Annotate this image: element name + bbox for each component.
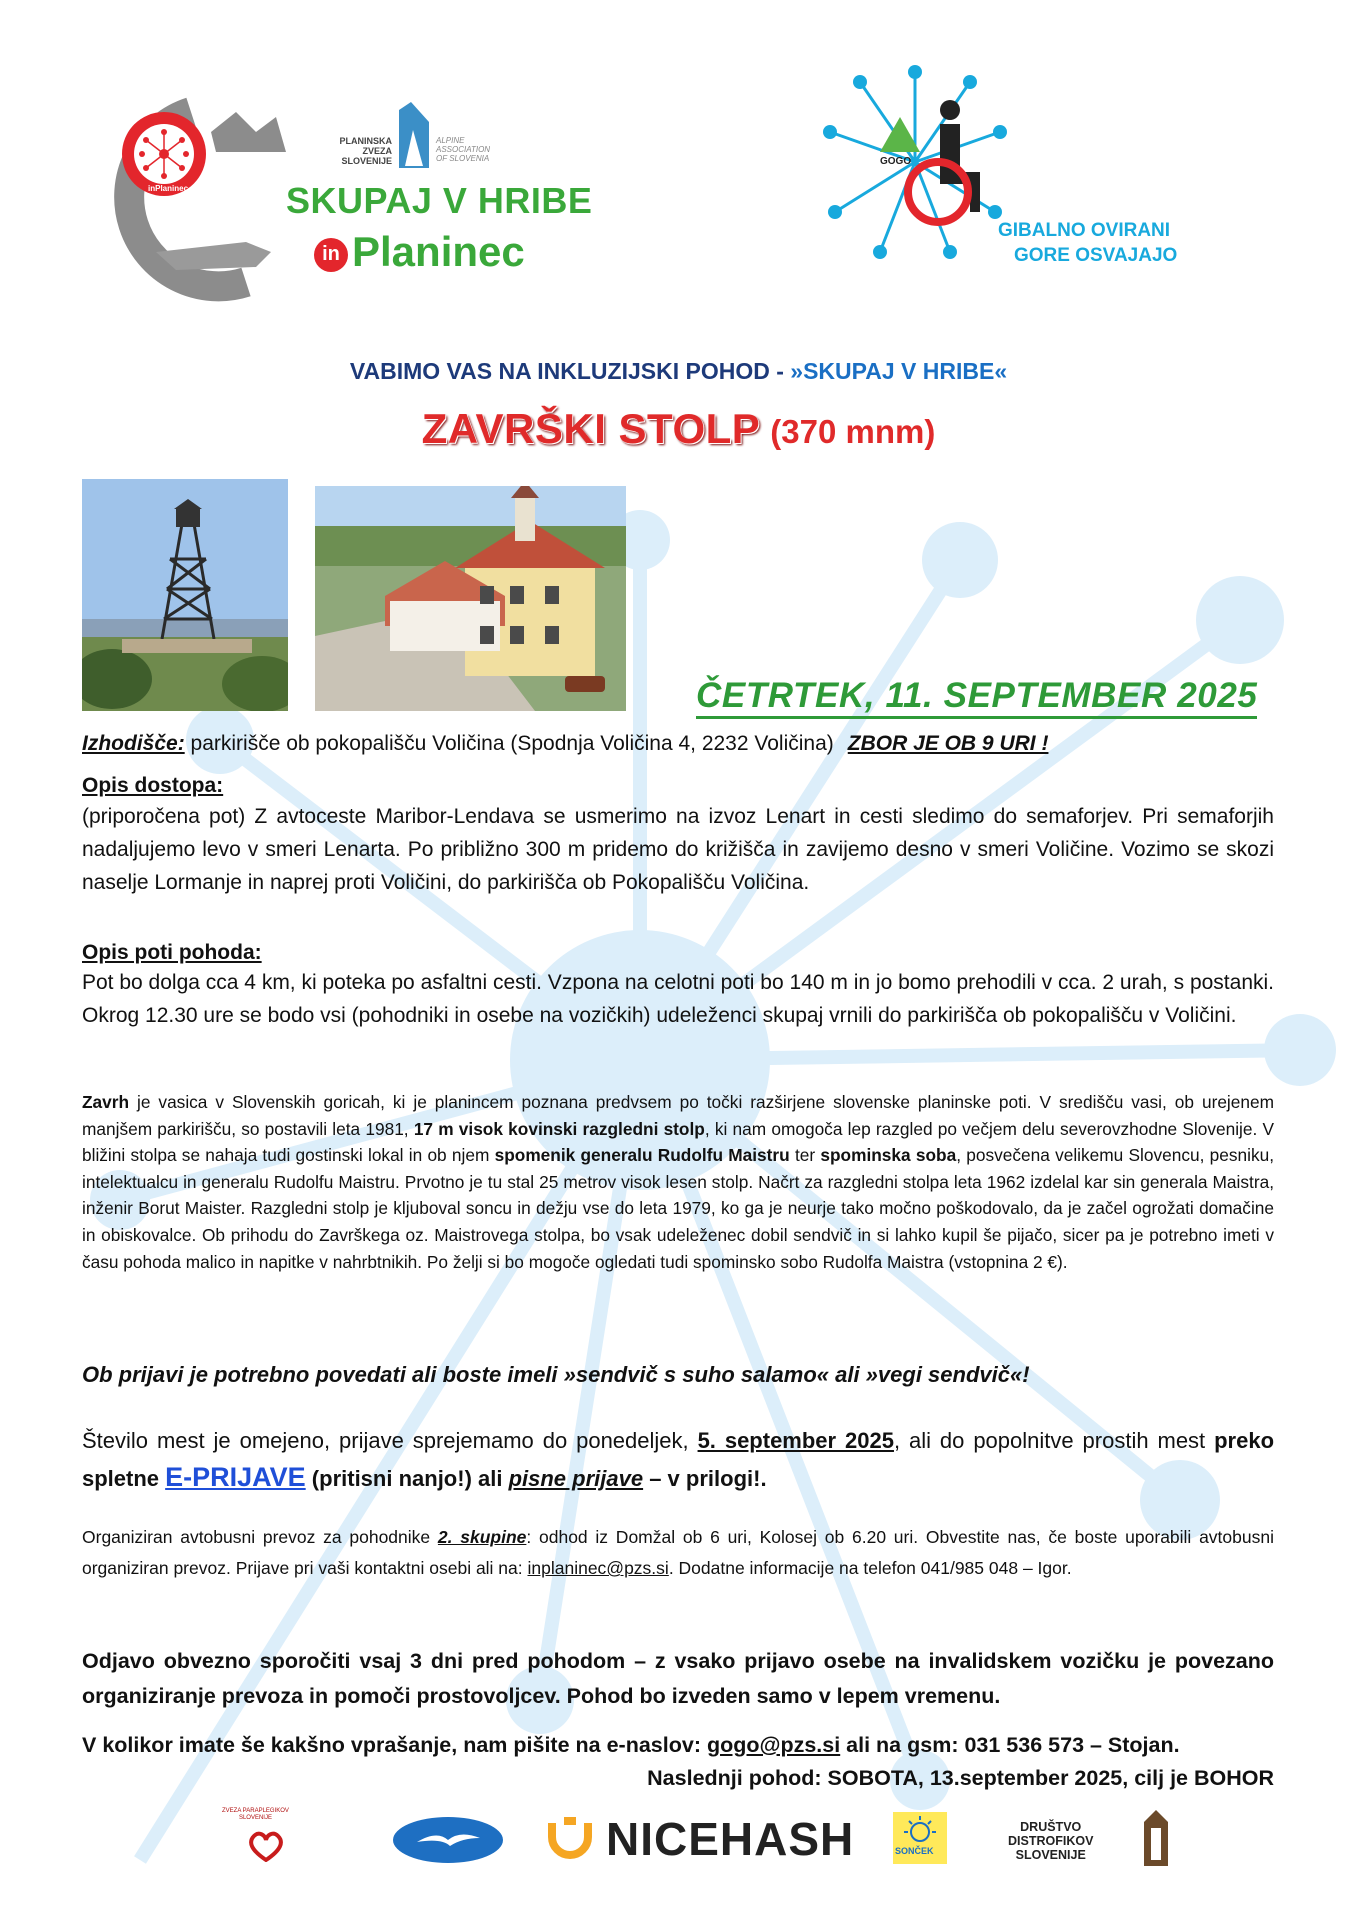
e-prijave-link[interactable]: E-PRIJAVE bbox=[165, 1462, 306, 1492]
signup-text-2: , ali do popolnitve prostih mest bbox=[893, 1428, 1215, 1453]
about-bold-1: Zavrh bbox=[82, 1092, 130, 1112]
zps-heart-icon bbox=[246, 1830, 286, 1862]
access-title: Opis dostopa: bbox=[82, 774, 224, 797]
house-photo bbox=[315, 486, 626, 711]
dmd-line-2: DISTROFIKOV bbox=[1008, 1834, 1094, 1848]
alpine-line-1: ALPINE bbox=[436, 136, 465, 145]
start-point bbox=[82, 727, 1282, 760]
start-place: parkirišče ob pokopališču Voličina (Spodnja Voličina 4, 2232 Voličina) bbox=[184, 732, 834, 755]
contact-text-1: V kolikor imate še kakšno vprašanje, nam pišite na e-naslov: bbox=[82, 1733, 707, 1757]
bus-text-1: Organiziran avtobusni prevoz za pohodnike bbox=[82, 1527, 438, 1547]
meeting-time: ZBOR JE OB 9 URI ! bbox=[847, 732, 1049, 755]
written-signup-link[interactable]: pisne prijave bbox=[508, 1466, 644, 1491]
gogo-line-2: GORE OSVAJAJO bbox=[1014, 245, 1178, 266]
peak-heading bbox=[0, 405, 1357, 453]
pzs-line-2: ZVEZA bbox=[362, 146, 392, 156]
about-zavrh bbox=[82, 1089, 1274, 1275]
brand-in-badge: in bbox=[314, 238, 348, 272]
invitation-prefix: VABIMO VAS NA INKLUZIJSKI POHOD - bbox=[349, 358, 791, 384]
nicehash-logo: NICEHASH bbox=[606, 1813, 855, 1865]
access-text: (priporočena pot) Z avtoceste Maribor-Lendava se usmerimo na izvoz Lenart in cesti sledimo do semaforjev. Pri semaforjih nadaljujemo levo v smeri Lenarta. Po približno 300 m pridemo do križišča in zavijemo desno v smeri Voličine. Vozimo se skozi naselje Lormanje in naprej proti Voličini, do parkirišča ob Pokopališču Voličina. bbox=[82, 805, 1274, 894]
bus-text-2: : odhod iz Domžal ob 6 uri, Kolosej ob 6.20 uri. Obvestite nas, če boste uporabili avtobusni organiziran prevoz. Prijave pri vaši kontaktni osebi ali na: bbox=[82, 1527, 1274, 1578]
contact-text-2: ali na gsm: 031 536 573 – Stojan. bbox=[840, 1733, 1180, 1757]
event-date: ČETRTEK, 11. SEPTEMBER 2025 bbox=[696, 676, 1257, 719]
route-text: Pot bo dolga cca 4 km, ki poteka po asfaltni cesti. Vzpona na celotni poti bo 140 m in jo bomo prehodili v cca. 2 urah, s postanki. Okrog 12.30 ure se bodo vsi (pohodniki in osebe na vozičkih) udeleženci skupaj vrnili do parkirišča ob pokopališču v Voličini. bbox=[82, 971, 1274, 1027]
soncek-logo-text: SONČEK bbox=[895, 1846, 934, 1856]
sandwich-order-note: Ob prijavi je potrebno povedati ali boste imeli »sendvič s suho salamo« ali »vegi sendvič«! bbox=[82, 1362, 1030, 1387]
signup-text-1: Število mest je omejeno, prijave sprejemamo do ponedeljek, bbox=[82, 1428, 698, 1453]
route-title: Opis poti pohoda: bbox=[82, 941, 262, 964]
dmd-line-3: SLOVENIJE bbox=[1015, 1848, 1086, 1862]
cancellation-note: Odjavo obvezno sporočiti vsaj 3 dni pred pohodom – z vsako prijavo osebe na invalidskem vozičku je povezano organiziranje prevoza in pomoči prostovoljcev. Pohod bo izveden samo v lepem vremenu. bbox=[82, 1649, 1274, 1708]
signup-text-3: preko spletne bbox=[82, 1428, 1275, 1491]
brand-planinec: Planinec bbox=[352, 228, 525, 275]
alpine-line-3: OF SLOVENIA bbox=[436, 154, 490, 163]
about-text-3: ter bbox=[789, 1145, 821, 1166]
invitation-heading bbox=[0, 358, 1357, 385]
tower-photo bbox=[82, 479, 288, 711]
zps-logo-text bbox=[222, 1808, 289, 1822]
signup-text-5: – v prilogi!. bbox=[643, 1466, 767, 1491]
pzs-line-1: PLANINSKA bbox=[339, 136, 392, 146]
zps-line-1: ZVEZA PARAPLEGIKOV bbox=[222, 1808, 289, 1814]
next-hike: Naslednji pohod: SOBOTA, 13.september 2025, cilj je BOHOR bbox=[647, 1766, 1274, 1790]
about-bold-2: 17 m visok kovinski razgledni stolp bbox=[413, 1118, 705, 1139]
pzs-mountain-icon bbox=[397, 100, 431, 170]
gogo-badge: GOGO bbox=[880, 156, 912, 167]
about-text-4: , posvečena velikemu Slovencu, pesniku, intelektualcu in generalu Rudolfu Maistru. Prvotno je tu stal 25 metrov visok lesen stolp. Načrt za razgledni stolpa leta 1962 izdelal kar sin generala Maistra, inženir Borut Maister. Razgledni stolp je kljuboval soncu in dežju vse do leta 1979, ko ga je neurje tako močno poškodovalo, da je začel ogrožati domačine in obiskovalce. Ob prihodu do Završkega oz. Maistrovega stolpa, bo vsak udeleženec dobil sendvič in si lahko kupil še pijačo, sicer pa je potrebno imeti v času pohoda malico in napitke v nahrbtnikih. Po želji si bo mogoče ogledati tudi spominsko sobo Rudolfa Maistra (vstopnina 2 €). bbox=[82, 1145, 1274, 1272]
pzs-line-3: SLOVENIJE bbox=[341, 156, 392, 166]
start-label: Izhodišče: bbox=[82, 732, 185, 755]
dmd-figure-icon bbox=[1138, 1808, 1174, 1868]
brand-title: SKUPAJ V HRIBE bbox=[286, 180, 593, 221]
gogo-email-link[interactable]: gogo@pzs.si bbox=[706, 1733, 841, 1757]
nicehash-icon bbox=[546, 1813, 594, 1861]
signup-info bbox=[82, 1422, 1274, 1497]
bus-group: 2. skupine bbox=[437, 1527, 527, 1547]
gogo-wheelchair-logo bbox=[820, 62, 1010, 262]
about-text-2: , ki nam omogoča lep razgled po večjem delu severovzhodne Slovenije. V bližini stolpa se nahaja tudi gostinski lokal in ob njem bbox=[82, 1118, 1275, 1166]
dmd-logo-text bbox=[1008, 1820, 1093, 1862]
bus-info bbox=[82, 1522, 1274, 1584]
svg-text:inPlaninec: inPlaninec bbox=[148, 184, 189, 193]
inplaninec-logo bbox=[96, 92, 286, 312]
gogo-line-1: GIBALNO OVIRANI bbox=[998, 220, 1171, 241]
alpine-line-2: ASSOCIATION bbox=[436, 145, 491, 154]
about-bold-3: spomenik generalu Rudolfu Maistru bbox=[494, 1145, 790, 1166]
invitation-highlight: »SKUPAJ V HRIBE« bbox=[790, 358, 1008, 384]
about-text-1: je vasica v Slovenskih goricah, ki je planincem poznana predvsem po točki razširjene slovenske planinske poti. V središču vasi, ob urejenem manjšem parkirišču, so postavili leta 1981, bbox=[82, 1092, 1274, 1139]
about-bold-4: spominska soba bbox=[820, 1145, 957, 1166]
soncek-sun-icon bbox=[893, 1812, 947, 1864]
zps-line-2: SLOVENIJE bbox=[238, 1815, 272, 1821]
signup-deadline: 5. september 2025 bbox=[697, 1428, 894, 1453]
peak-height: (370 mnm) bbox=[770, 413, 936, 450]
contact-line bbox=[82, 1733, 1274, 1758]
inplaninec-email-link[interactable]: inplaninec@pzs.si bbox=[527, 1558, 669, 1578]
peak-name: ZAVRŠKI STOLP bbox=[421, 405, 761, 452]
signup-text-4: (pritisni nanjo!) ali bbox=[305, 1466, 509, 1491]
dmd-line-1: DRUŠTVO bbox=[1020, 1820, 1082, 1834]
bird-logo-icon bbox=[392, 1816, 504, 1864]
bus-text-3: . Dodatne informacije na telefon 041/985 048 – Igor. bbox=[668, 1558, 1072, 1578]
